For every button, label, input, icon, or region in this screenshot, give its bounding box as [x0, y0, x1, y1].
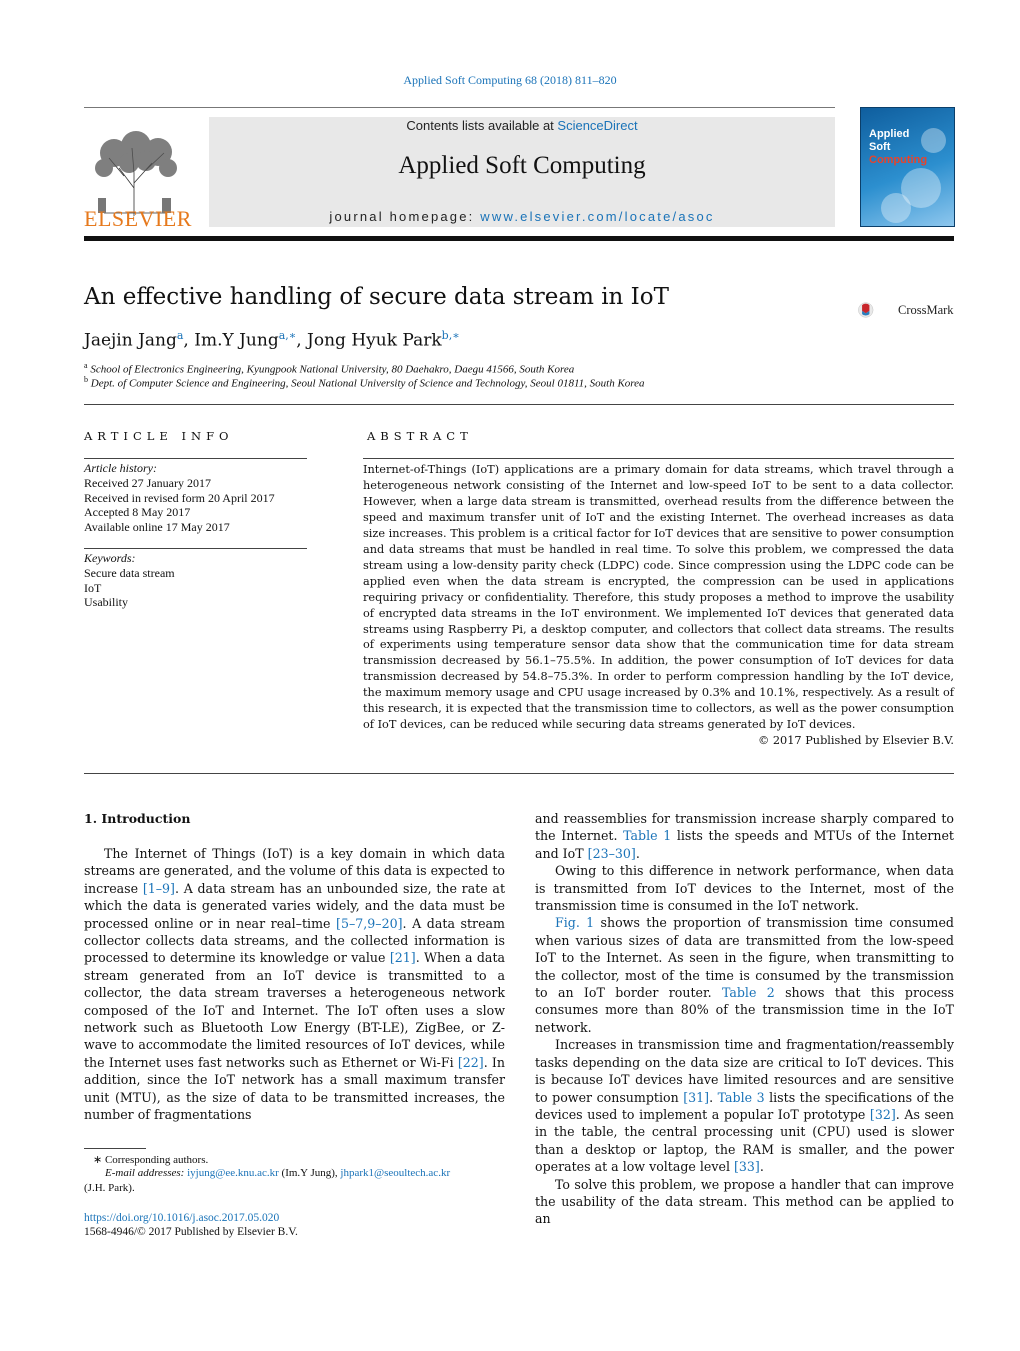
author-name[interactable]: Jaejin Jang	[84, 330, 177, 351]
sciencedirect-link[interactable]: ScienceDirect	[557, 118, 638, 133]
history-online: Available online 17 May 2017	[84, 519, 230, 534]
cover-line-1: Applied	[869, 128, 910, 140]
citation-link[interactable]: [5–7,9–20]	[336, 915, 403, 931]
citation-link[interactable]: [32]	[869, 1106, 896, 1122]
author-list: Jaejin Jang$^a$, Im.Y Jung$^{a,∗}$, Jong Hyuk Park$^{b,∗}$	[84, 329, 460, 351]
body-rule	[84, 773, 954, 774]
citation-link[interactable]: [22]	[457, 1054, 484, 1070]
affiliation-b	[84, 375, 645, 390]
section-heading-introduction: 1. Introduction	[84, 811, 191, 826]
journal-citation[interactable]: Applied Soft Computing 68 (2018) 811–820	[403, 73, 617, 87]
text-run: . A data stream collector collects data streams, and the collected information is processed to determine its knowledge or value	[84, 915, 505, 966]
table-link[interactable]: Table 2	[721, 985, 775, 1001]
text-run: .	[635, 845, 640, 861]
table-link[interactable]: Table 1	[623, 828, 672, 844]
affiliation-a	[84, 361, 574, 376]
author-affil-sup[interactable]: a,∗	[278, 329, 297, 342]
email-link[interactable]: jhpark1@seoultech.ac.kr	[340, 1167, 451, 1179]
abstract-text: Internet-of-Things (IoT) applications are a primary domain for data streams, which travel through a heterogeneous network consisting of the Internet and low-speed IoT to be sent to a data collector. However, when a large data stream is transmitted, overhead results from the difference between the speed and maximum transfer unit of IoT and the existing Internet. The overhead increases as data size increases. This problem is a critical factor for IoT devices that are sensitive to power consumption and data streams that must be handled in real time. To solve this problem, we compressed the data stream using a low-density parity check (LDPC) code. Since compression using the LDPC code can be applied even when the data stream is encrypted, the compression can be used in applications requiring privacy or confidentiality. Therefore, this study proposes a method to improve the usability of encrypted data streams in the IoT environment. We implemented IoT devices that generated data streams using Raspberry Pi, a desktop computer, and collectors that collect data streams. The results of experiments using temperature sensor data show that the communication time for data stream transmission decreased by 56.1–75.5%. In addition, the power consumption of IoT devices for data transmission decreased by 54.8–75.3%. In order to perform compression handling by the IoT device, the maximum memory usage and CPU usage increased by 0.3% and 10.1%, respectively. As a result of this research, it is expected that the transmission time to collectors, as well as the power consumption of IoT devices, can be reduced while securing data streams generated by IoT devices.	[363, 463, 954, 732]
homepage-prefix: journal homepage:	[329, 209, 481, 224]
text-run: Increases in transmission time and fragmentation/reassembly tasks depending on the data size are critical to IoT devices. This is because IoT devices have limited resources and are sensitive to power consumption	[535, 1037, 954, 1105]
text-run: . As seen in the table, the central processing unit (CPU) used is slower than a desktop or laptop, the RAM is smaller, and the power operates at a low voltage level	[535, 1106, 954, 1175]
footnote-corresponding: ∗ Corresponding authors.	[93, 1154, 209, 1166]
contents-prefix: Contents lists available at	[406, 118, 558, 133]
history-revised: Received in revised form 20 April 2017	[84, 490, 275, 505]
email-link[interactable]: iyjung@ee.knu.ac.kr	[187, 1167, 279, 1179]
issn-line: 1568-4946/© 2017 Published by Elsevier B.V.	[84, 1226, 298, 1238]
author-affil-sup[interactable]: a	[176, 329, 184, 342]
journal-title: Applied Soft Computing	[398, 152, 646, 179]
author-name[interactable]: Jong Hyuk Park	[307, 330, 442, 351]
history-accepted: Accepted 8 May 2017	[84, 505, 191, 519]
paragraph: To solve this problem, we propose a handler that can improve the usability of the data stream. This method can be applied to an	[535, 1176, 954, 1227]
citation-link[interactable]: [33]	[733, 1159, 760, 1175]
figure-link[interactable]: Fig. 1	[555, 915, 595, 931]
text-run: .	[709, 1089, 718, 1105]
homepage-link[interactable]: www.elsevier.com/locate/asoc	[480, 209, 715, 224]
section-rule	[84, 404, 954, 405]
history-label: Article history:	[84, 461, 157, 475]
keyword-item: Usability	[84, 595, 128, 609]
affil-sup: a	[84, 361, 88, 370]
email-label: E-mail addresses:	[105, 1167, 185, 1179]
text-run: . A data stream has an unbounded size, the rate at which the data is generated varies widely, and the data must be processed online or in near real–time	[84, 880, 505, 931]
author-affil-sup[interactable]: b,∗	[441, 329, 460, 342]
keywords-label: Keywords:	[84, 551, 136, 565]
cover-line-2: Soft	[869, 141, 891, 153]
citation-link[interactable]: [23–30]	[587, 845, 636, 861]
body-column-right	[535, 810, 954, 1228]
text-run: lists the specifications of the devices used to implement a popular IoT prototype	[535, 1089, 954, 1122]
article-info-heading: ARTICLE INFO	[84, 429, 234, 443]
keyword-item: Secure data stream	[84, 566, 175, 580]
paragraph	[535, 810, 954, 862]
abstract-copyright: © 2017 Published by Elsevier B.V.	[757, 734, 954, 747]
header-rule	[84, 107, 835, 108]
table-link[interactable]: Table 3	[717, 1089, 765, 1105]
text-run: The Internet of Things (IoT) is a key domain in which data streams are generated, and the volume of this data is expected to increase	[84, 846, 505, 896]
paper-title: An effective handling of secure data stream in IoT	[84, 284, 669, 310]
journal-cover-thumbnail[interactable]	[860, 107, 955, 227]
doi-link[interactable]: https://doi.org/10.1016/j.asoc.2017.05.020	[84, 1212, 280, 1224]
history-received: Received 27 January 2017	[84, 476, 211, 490]
citation-link[interactable]: [1–9]	[142, 880, 175, 896]
email-owner: (Im.Y Jung),	[278, 1167, 341, 1179]
keywords-rule	[84, 548, 307, 549]
cover-title	[869, 128, 927, 167]
paragraph: Owing to this difference in network performance, when data is transmitted from IoT devices to the Internet, most of the transmission time is consumed in the IoT network.	[535, 863, 954, 914]
header-thick-rule	[84, 236, 954, 241]
text-run: .	[759, 1159, 764, 1175]
body-column-left	[84, 845, 505, 1124]
journal-homepage	[209, 209, 835, 224]
footnote-email-owner: (J.H. Park).	[84, 1182, 135, 1194]
text-run: . In addition, since the IoT network has a small maximum transfer unit (MTU), as the size of data to be transmitted increases, the number of fragmentations	[84, 1054, 506, 1123]
elsevier-wordmark: ELSEVIER	[84, 206, 192, 231]
text-run: and reassemblies for transmission increase sharply compared to the Internet.	[535, 811, 954, 844]
footnote-rule	[84, 1148, 146, 1149]
abstract-heading: ABSTRACT	[367, 429, 473, 443]
crossmark-icon[interactable]	[858, 290, 898, 330]
affil-sup: b	[84, 375, 88, 384]
citation-link[interactable]: [31]	[683, 1089, 710, 1105]
text-run: lists the speeds and MTUs of the Internet and IoT	[535, 828, 954, 861]
paragraph	[535, 914, 954, 1036]
text-run: . When a data stream generated from an IoT device is transmitted to a collector, the data stream traverses a heterogeneous network composed of the IoT and Internet. The IoT often uses a slow network such as Bluetooth Low Energy (BT-LE), ZigBee, or Z-wave to accommodate the limited resources of IoT devices, while the Internet uses fast networks such as Ethernet or Wi-Fi	[84, 950, 506, 1070]
abstract-rule	[363, 458, 954, 459]
cover-line-3: Computing	[869, 154, 928, 166]
affil-text: School of Electronics Engineering, Kyungpook National University, 80 Daehakro, Daegu 41566, South Korea	[90, 363, 575, 376]
contents-line	[209, 118, 835, 133]
footnote-emails	[105, 1167, 450, 1179]
affil-text: Dept. of Computer Science and Engineering, Seoul National University of Science and Technology, Seoul 01811, South Korea	[90, 377, 645, 390]
crossmark-label[interactable]: CrossMark	[898, 303, 954, 317]
text-run: shows that this process consumes more than 80% of the transmission time in the IoT network.	[535, 985, 954, 1035]
paragraph	[84, 845, 505, 1124]
article-info-rule	[84, 458, 307, 459]
keyword-item: IoT	[84, 580, 102, 595]
author-name[interactable]: Im.Y Jung	[194, 330, 279, 351]
paragraph	[535, 1036, 954, 1175]
text-run: shows the proportion of transmission time consumed when various sizes of data are transmitted from the low-speed IoT to the Internet. As seen in the figure, when transmitting to the collector, most of the time is consumed by the transmission to an IoT border router.	[535, 915, 954, 1001]
citation-link[interactable]: [21]	[389, 950, 416, 966]
